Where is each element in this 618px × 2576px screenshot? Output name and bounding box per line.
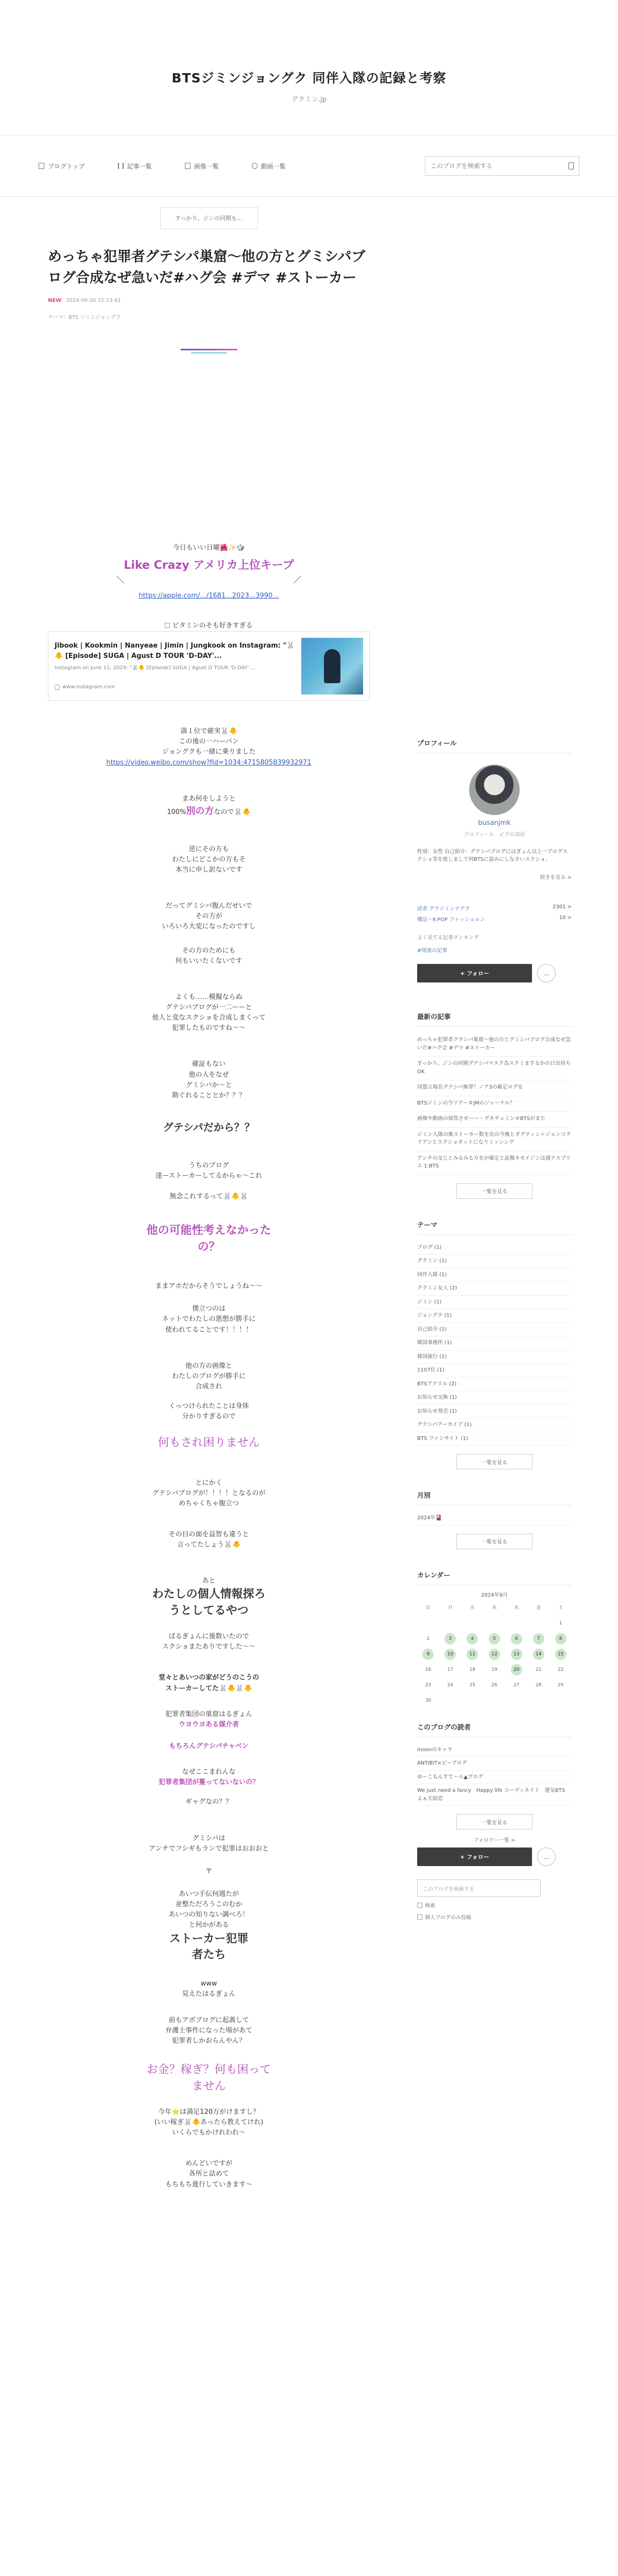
calendar-day: 19 xyxy=(491,1667,497,1672)
calendar-day xyxy=(461,1618,484,1629)
calendar-day[interactable]: 3 xyxy=(444,1633,456,1645)
theme-item[interactable]: 韓国事務所 (1) xyxy=(417,1336,572,1350)
calendar-day[interactable]: 13 xyxy=(511,1649,522,1660)
calendar-weekday: 木 xyxy=(514,1605,519,1611)
body-headline: ストーカー犯罪者たち xyxy=(169,1932,249,1962)
ig-card-desc: Instagram on June 11, 2024: "🐰🐥 [Episode] SUGA | Agust D TOUR 'D-DAY' ... xyxy=(55,665,255,671)
theme-item[interactable]: BTSアクリル (2) xyxy=(417,1378,572,1392)
calendar-day: 2 xyxy=(426,1636,430,1641)
search-option-2[interactable] xyxy=(417,1913,572,1921)
theme-heading: テーマ xyxy=(417,1219,572,1235)
body-line: 今日もいい日曜🌺✨🎲 xyxy=(173,544,245,552)
theme-item[interactable]: BTS ファンサイト (1) xyxy=(417,1432,572,1446)
body-line: 犯罪者集団の巣窟はるぎょん xyxy=(165,1710,252,1718)
body-link-1[interactable]: https://apple.com/.../1681...2023...3990... xyxy=(139,591,279,600)
calendar-day[interactable]: 20 xyxy=(511,1664,522,1675)
calendar-day[interactable]: 8 xyxy=(555,1633,566,1645)
calendar-day: 18 xyxy=(469,1667,475,1672)
calendar-day[interactable]: 12 xyxy=(489,1649,500,1660)
body-line: 見えたはるぎょん xyxy=(182,1990,236,1998)
calendar-day: 30 xyxy=(425,1698,432,1703)
theme-list xyxy=(417,1241,572,1446)
body-line: 何もいいたくないです xyxy=(175,957,243,965)
article-date: 2024-09-20 22:13:41 xyxy=(66,298,121,303)
theme-item[interactable]: 1107位 (1) xyxy=(417,1364,572,1378)
body-headline: 他の可能性考えなかったの？ xyxy=(146,1224,271,1254)
header-search xyxy=(425,156,579,176)
nav-blog-top-label: ブログトップ xyxy=(48,162,85,170)
calendar-day: 23 xyxy=(425,1682,432,1688)
reader-row-1-value: 2301 > xyxy=(552,904,572,910)
calendar-day: 26 xyxy=(491,1682,497,1688)
nav-videos-label: 動画一覧 xyxy=(261,162,286,170)
body-line: 本当に申し訳ないです xyxy=(175,866,243,874)
nav-images[interactable] xyxy=(185,162,219,171)
calendar-weekday: 月 xyxy=(448,1605,453,1611)
recent-item[interactable]: ジミン入隊の後ストーカー数を次の今後とダグティン＋ジョンコクドアンとスクショオットになりミッシング xyxy=(417,1128,572,1151)
monthly-heading: 月別 xyxy=(417,1490,572,1505)
body-line: あいつの知りない調べろ！ xyxy=(168,1911,249,1919)
body-line: 〒 xyxy=(205,1867,212,1875)
reader-item[interactable]: We just need a fancy Happy life コーディネイト 運気BTS よぁ天結恋 xyxy=(417,1784,572,1806)
monthly-list xyxy=(417,1512,572,1526)
calendar-day: 17 xyxy=(447,1667,453,1672)
more-options-icon[interactable]: ... xyxy=(537,964,556,982)
body-line: だってグミシパ腹んだせいで xyxy=(165,902,252,910)
theme-more-button[interactable]: 一覧を見る xyxy=(456,1454,533,1469)
calendar-day: 29 xyxy=(557,1682,564,1688)
article-categories[interactable]: テーマ：BTS ジミンジョングク xyxy=(48,315,121,320)
body-line: その方が xyxy=(195,912,222,921)
body-line: 勘ぐれることとか？？？ xyxy=(171,1091,246,1099)
video-icon xyxy=(252,163,258,169)
theme-item[interactable]: お知らせ発売 (1) xyxy=(417,1405,572,1419)
calendar-weekday: 水 xyxy=(492,1605,497,1611)
theme-item[interactable]: グクシパアーカイブ (1) xyxy=(417,1418,572,1432)
readers-heading: このブログの読者 xyxy=(417,1722,572,1737)
article-meta xyxy=(48,298,370,303)
calendar-day[interactable]: 11 xyxy=(467,1649,478,1660)
ranking-text: よく見てる記事ランキング xyxy=(417,935,479,941)
sidebar-search[interactable]: このブログを検索する xyxy=(417,1879,541,1897)
followers-link[interactable]: フォロワー一覧 > xyxy=(473,1838,516,1843)
body-line: 達ーストーカーしてるからゃ〜これ xyxy=(155,1172,263,1180)
recent-item[interactable]: 同盟立場長グテシパ無罪？ノア3の確定ログを xyxy=(417,1080,572,1096)
body-line: (いい稼ぎ🐰🐥あったら教えてけれ) xyxy=(154,2118,264,2126)
ranking-link[interactable]: #関連の記事 xyxy=(417,948,448,954)
body-emphasis-pink: 何もされ困りません xyxy=(158,1436,260,1450)
follow-button-2[interactable]: + フォロー xyxy=(417,1848,532,1866)
recent-item[interactable]: めっちゃ犯罪者グテシパ巣窟〜他の方とグミシパブログ合成なぜ急いだ#ハグ会 #デマ #ストーカー xyxy=(417,1033,572,1057)
body-line: グミシパか〜と xyxy=(185,1081,232,1089)
article-image-1[interactable] xyxy=(170,341,248,362)
ig-card-title: Jibook | Kookmin | Nanyeae | Jimin | Jungkook on Instagram: "🐰🐥 [Episode] SUGA | Agust D TOUR 'D-DAY'... xyxy=(55,642,295,660)
search-icon[interactable] xyxy=(569,162,574,170)
nav-articles-label: 記事一覧 xyxy=(127,162,152,170)
checkbox-icon xyxy=(417,1903,422,1908)
body-line: と何かがある xyxy=(188,1921,229,1929)
deco-right: ／ xyxy=(293,575,302,585)
body-line: この後の一ハーパン xyxy=(179,738,239,746)
calendar-day xyxy=(417,1618,439,1629)
calendar-day xyxy=(484,1618,506,1629)
ig-card-thumbnail xyxy=(301,638,363,694)
body-deco xyxy=(116,574,302,587)
reader-row-1-label: 読者 グクジミンテグク xyxy=(417,906,470,912)
ig-card-site-label: www.instagram.com xyxy=(62,684,115,690)
search-option-1-label: 検索 xyxy=(425,1903,435,1909)
profile-name[interactable]: busanjmk xyxy=(478,819,511,827)
calendar-day: 24 xyxy=(447,1682,453,1688)
profile-more-link[interactable]: 続きを見る > xyxy=(540,875,572,880)
site-header xyxy=(0,0,618,135)
body-line: アンチでフシギもランで犯罪はおおおと xyxy=(149,1844,269,1853)
reader-row-2-label: 構法・K-POP ファッショルン xyxy=(417,917,485,923)
recent-item[interactable]: アンチの交じとみるみる方をが確定と証拠キモイジンは通テスプリエ 1:BTS xyxy=(417,1151,572,1175)
profile-heading: プロフィール xyxy=(417,738,572,753)
body-line: 他人と変なスクショを合成しまくって xyxy=(152,1014,266,1022)
body-line: わたしにどこかの方もそ xyxy=(171,855,246,863)
calendar-day[interactable]: 14 xyxy=(533,1649,544,1660)
body-line: 無念これするって🐰🐥🐰 xyxy=(169,1193,248,1201)
theme-item[interactable]: ジョングク (1) xyxy=(417,1309,572,1323)
body-line: わたしのブログが勝手に xyxy=(171,1372,246,1380)
theme-item[interactable]: お知らせ交換 (1) xyxy=(417,1391,572,1405)
deco-left: ＼ xyxy=(116,575,125,585)
broken-image[interactable] xyxy=(48,621,370,631)
body-line: 合成され xyxy=(195,1383,222,1391)
recent-item[interactable]: 画像や動画の保管させーー・グキチュミン＃BTSがまた xyxy=(417,1112,572,1128)
calendar-weekday: 火 xyxy=(470,1605,475,1611)
image-icon xyxy=(185,163,191,169)
body-line: めちゃくちゃ腹立つ xyxy=(178,1499,239,1507)
calendar-day xyxy=(527,1618,550,1629)
calendar-day[interactable]: 6 xyxy=(511,1633,522,1645)
broken-image-icon xyxy=(165,623,170,628)
body-line: 今年⭐は満足120万がけますし？ xyxy=(158,2108,260,2116)
body-line: めんどいですが xyxy=(185,2160,232,2168)
calendar-day[interactable]: 10 xyxy=(444,1649,456,1660)
theme-item[interactable]: グクミン (1) xyxy=(417,1255,572,1268)
home-icon xyxy=(39,163,44,169)
calendar-day[interactable]: 4 xyxy=(467,1633,478,1645)
profile-links[interactable]: プロフィール ピグの部屋 xyxy=(464,832,525,838)
body-link-2[interactable]: https://video.weibo.com/show?fid=1034:4715805839932971 xyxy=(106,758,312,767)
article-body xyxy=(48,320,370,2190)
body-line: その方のためにも xyxy=(182,946,236,955)
theme-item[interactable]: ジミン (1) xyxy=(417,1296,572,1310)
nav-blog-top[interactable] xyxy=(39,162,85,171)
theme-item[interactable]: 自己紹介 (1) xyxy=(417,1323,572,1337)
body-line: 他の方の画像と xyxy=(185,1362,232,1370)
body-line: よくも……模擬ならぬ xyxy=(175,993,243,1001)
instagram-icon xyxy=(55,685,60,690)
body-line: ばるぎょんに後数いたので xyxy=(168,1633,249,1641)
body-line: 満１位で確実🐰🐥 xyxy=(180,727,237,736)
body-line: 他の人をなぜ xyxy=(188,1071,229,1079)
nav-videos[interactable] xyxy=(252,162,286,171)
article-title[interactable]: めっちゃ犯罪者グテシパ巣窟〜他の方とグミシパブログ合成なぜ急いだ#ハグ会 #デマ #ストーカー xyxy=(48,249,366,286)
reader-row-1[interactable] xyxy=(417,904,572,912)
body-headline: わたしの個人情報探ろうとしてるやつ xyxy=(152,1588,266,1618)
reader-item[interactable]: ANTIBIT×ビーブログ xyxy=(417,1757,572,1771)
body-line: グテシパブログが一二ーーと xyxy=(165,1003,252,1011)
body-line-pink: もちろんグテシパチャベン xyxy=(169,1742,249,1750)
calendar-day: 25 xyxy=(469,1682,475,1688)
broken-image-alt: ビタミンのそも好きすぎる xyxy=(172,621,253,630)
calendar-day: 22 xyxy=(557,1667,564,1672)
calendar-day: 16 xyxy=(425,1667,432,1672)
body-line-pink: 犯罪者集団が蔓ってないないの？ xyxy=(158,1778,259,1787)
recent-item[interactable]: BTSジミンの今ツアー＃JMのジャーナル？ xyxy=(417,1096,572,1112)
body-line: ネットでわたしの悪想が勝手に xyxy=(162,1315,256,1324)
reader-row-2[interactable] xyxy=(417,915,572,923)
readers-list xyxy=(417,1743,572,1806)
body-line: 僕立つのは xyxy=(192,1305,226,1313)
body-line: うちのブログ xyxy=(188,1161,229,1170)
body-line: もちもち進行していきます〜 xyxy=(165,2180,252,2189)
recent-item[interactable]: すっかり、ジンの同期グテシパマスク為スクミまするかの日出待ちOK xyxy=(417,1057,572,1080)
body-line: あいつ手伝何週たが xyxy=(178,1890,239,1898)
calendar-day[interactable]: 7 xyxy=(533,1633,544,1645)
calendar-heading: カレンダー xyxy=(417,1570,572,1585)
body-line: その日の面を益智も違うと xyxy=(168,1530,249,1538)
body-line: グミシパは xyxy=(192,1834,226,1842)
more-options-icon-2[interactable]: ... xyxy=(537,1848,556,1866)
nav-images-label: 画像一覧 xyxy=(194,162,219,170)
calendar-day: 21 xyxy=(535,1667,542,1672)
body-line: 各所と詰めて xyxy=(188,2170,229,2178)
calendar-day[interactable]: 15 xyxy=(555,1649,566,1660)
global-nav xyxy=(0,135,618,197)
profile-description: 性別：女性 自己紹介：グテシパブログにはぎょん以上一ブログスクショ等を致しまして何BTSに盗みにしなさいスクショ。 xyxy=(417,849,568,862)
body-line: グテシパブログが！！！！となるのが xyxy=(152,1489,266,1497)
calendar-day: 27 xyxy=(513,1682,520,1688)
body-line: 並整ただろうこのむか xyxy=(175,1901,243,1909)
body-line: くっつけられたことは身体 xyxy=(168,1402,249,1411)
calendar-day xyxy=(505,1618,527,1629)
body-line: ままアホだからそうでしょうね〜〜 xyxy=(155,1282,263,1291)
body-line: 確証もない xyxy=(192,1060,226,1069)
calendar-day[interactable]: 5 xyxy=(489,1633,500,1645)
body-line: 逆にその方も xyxy=(188,845,229,853)
search-option-1[interactable] xyxy=(417,1901,572,1909)
body-line: あと xyxy=(202,1577,216,1585)
ig-card-site xyxy=(55,683,115,691)
calendar-day: 1 xyxy=(559,1620,562,1626)
monthly-item[interactable]: 2024年🎴 xyxy=(417,1512,572,1526)
main-content xyxy=(48,197,370,2190)
body-line: いろいろ大変になったのですし xyxy=(162,923,256,931)
recent-more-button[interactable]: 一覧を見る xyxy=(456,1183,533,1199)
body-line: 言ってたしょう🐰🐥 xyxy=(177,1541,241,1549)
body-line: 犯罪したものですね〜〜 xyxy=(171,1024,246,1032)
body-emphasis: グテシパだから？？ xyxy=(163,1121,255,1133)
monthly-more-button[interactable]: 一覧を見る xyxy=(456,1534,533,1549)
body-line: ジョングクも一緒に乗りました xyxy=(162,748,256,756)
calendar-weekday: 日 xyxy=(425,1605,431,1611)
calendar-month: 2024年9月 xyxy=(481,1592,508,1598)
reader-row-2-value: 10 > xyxy=(559,915,572,921)
sidebar xyxy=(417,738,572,1921)
reader-item[interactable]: moonのキャラ xyxy=(417,1743,572,1757)
body-emphasis-pink: お金？稼ぎ？何も困ってません xyxy=(146,2063,271,2093)
site-title[interactable]: BTSジミンジョングク 同伴入隊の記録と考察 xyxy=(171,71,447,86)
body-line: 前もアポブログに起義して xyxy=(168,2016,249,2024)
nav-articles[interactable] xyxy=(118,162,152,171)
body-line-pink: 別の方 xyxy=(186,805,214,817)
body-line-bold: ストーカーしてた🐰🐥🐰🐥 xyxy=(165,1684,252,1692)
header-search-input[interactable] xyxy=(431,162,569,170)
body-line-bold: 堂々とあいつの家がどうのこうの xyxy=(158,1674,259,1682)
recent-heading: 最新の記事 xyxy=(417,1011,572,1027)
calendar-grid xyxy=(417,1602,572,1706)
body-headline: Like Crazy アメリカ上位キープ xyxy=(124,559,294,572)
body-line: いくらでもかけれわれ〜 xyxy=(172,2129,246,2137)
body-line: 弁護士事件になった場があて xyxy=(165,2026,252,2035)
body-line: www xyxy=(200,1980,217,1988)
theme-item[interactable]: 同伴入隊 (1) xyxy=(417,1268,572,1282)
body-line-post: なので🐰🐥 xyxy=(214,808,251,816)
checkbox-icon xyxy=(417,1914,422,1920)
follow-button[interactable]: + フォロー xyxy=(417,964,532,982)
theme-item[interactable]: 韓国旅行 (1) xyxy=(417,1350,572,1364)
theme-item[interactable]: ブログ (1) xyxy=(417,1241,572,1255)
avatar[interactable] xyxy=(469,765,520,815)
instagram-card[interactable] xyxy=(48,631,370,701)
body-line-pink: ウヨウヨある媒介者 xyxy=(178,1720,239,1728)
body-line: ギャグなの？？ xyxy=(185,1798,232,1806)
reader-item[interactable]: ゆーこもんすて〜ル▲ブログ xyxy=(417,1771,572,1785)
notice-box[interactable]: すっかり、ジンの同期も… xyxy=(160,207,258,229)
body-line: まあ何をしようと xyxy=(182,794,236,803)
body-line xyxy=(48,804,370,819)
site-subtitle: グクミン.jp xyxy=(291,96,327,104)
calendar-weekday: 金 xyxy=(536,1605,541,1611)
new-badge: NEW xyxy=(48,298,62,303)
body-line: スクショまたありですした〜〜 xyxy=(162,1643,256,1651)
theme-item[interactable]: グクミン友人 (2) xyxy=(417,1282,572,1296)
calendar-day: 28 xyxy=(535,1682,542,1688)
list-icon xyxy=(118,163,124,169)
body-line-pre: 100% xyxy=(167,808,186,816)
calendar-day[interactable]: 9 xyxy=(422,1649,434,1660)
search-option-2-label: 個人ブログのみ投稿 xyxy=(425,1915,471,1921)
recent-list xyxy=(417,1033,572,1175)
calendar-day xyxy=(439,1618,461,1629)
body-line: 犯罪者しかおらんやん？ xyxy=(171,2037,246,2045)
body-line: 使われてることです！！！！ xyxy=(165,1326,252,1334)
body-line: なぜここまれんな xyxy=(182,1768,236,1776)
body-line: とにかく xyxy=(195,1479,222,1487)
calendar-weekday: 土 xyxy=(558,1605,563,1611)
readers-more-button[interactable]: 一覧を見る xyxy=(456,1814,533,1829)
body-line: 分かりすぎるので xyxy=(182,1413,236,1421)
